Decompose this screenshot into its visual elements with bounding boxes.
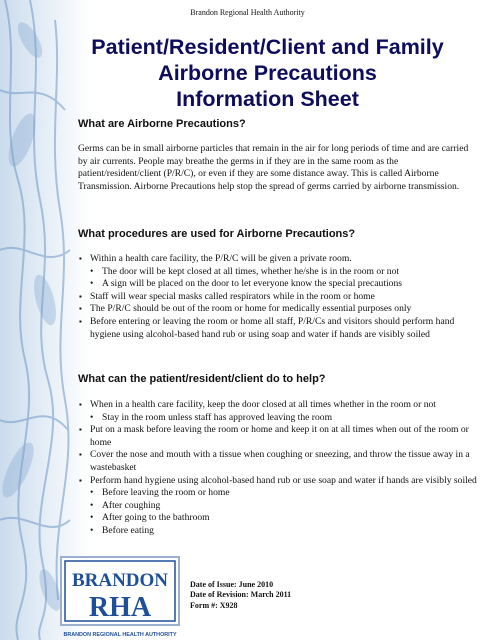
form-number: Form #: X928 [190,600,238,610]
list-item: ▪ Perform hand hygiene using alcohol-based hand rub or use soap and water if hands are visibly soiled [78,475,482,488]
list-item: ▪ Before entering or leaving the room or home all staff, P/R/Cs and visitors should perform hand hygiene using alcohol-based hand rub or using soap and water if hands are visibly soiled [78,316,482,341]
list-item: ▪ Staff will wear special masks called respirators while in the room or home [78,291,482,304]
list-item: • Stay in the room unless staff has approved leaving the room [78,412,482,425]
logo-word-rha: RHA [88,592,152,623]
section-heading-procedures: What procedures are used for Airborne Precautions? [78,228,356,240]
list-item: • Before leaving the room or home [78,487,482,500]
list-item: ▪ Put on a mask before leaving the room or home and keep it on at all times when out of the room or home [78,424,482,449]
title-line: Patient/Resident/Client and Family [91,35,444,59]
section-body-what-are: Germs can be in small airborne particles that remain in the air for long periods of time and are carried by air currents. People may breathe the germs in if they are in the same room as the patient/resident/client (P/R/C), or even if they are some distance away. This is called Airborne Transmission. Airborne Precautions help stop the spread of germs carried by airborne transmission. [78,143,469,192]
help-list [78,399,482,538]
title-line: Airborne Precautions [158,61,377,85]
document-title [60,34,475,112]
section-heading-help: What can the patient/resident/client do to help? [78,373,326,385]
date-of-issue: Date of Issue: June 2010 [190,580,274,589]
logo-word-brandon: BRANDON [71,570,169,591]
document-info [190,580,291,611]
list-item: ▪ Cover the nose and mouth with a tissue when coughing or sneezing, and throw the tissue away in a wastebasket [78,449,482,474]
procedures-list [78,253,482,341]
list-item: ▪ The P/R/C should be out of the room or home for medically essential purposes only [78,303,482,316]
list-item: • After going to the bathroom [78,512,482,525]
list-item: ▪ When in a health care facility, keep the door closed at all times whether in the room or not [78,399,482,412]
list-item: • A sign will be placed on the door to let everyone know the special precautions [78,278,482,291]
brandon-rha-logo [60,556,180,640]
section-heading-what-are: What are Airborne Precautions? [78,118,246,130]
list-item: ▪ Within a health care facility, the P/R/C will be given a private room. [78,253,482,266]
list-item: • The door will be kept closed at all times, whether he/she is in the room or not [78,266,482,279]
title-line: Information Sheet [176,87,359,111]
organization-header: Brandon Regional Health Authority [190,8,305,17]
logo-caption: BRANDON REGIONAL HEALTH AUTHORITY [63,632,177,638]
date-of-revision: Date of Revision: March 2011 [190,590,292,600]
list-item: • After coughing [78,500,482,513]
list-item: • Before eating [78,525,482,538]
